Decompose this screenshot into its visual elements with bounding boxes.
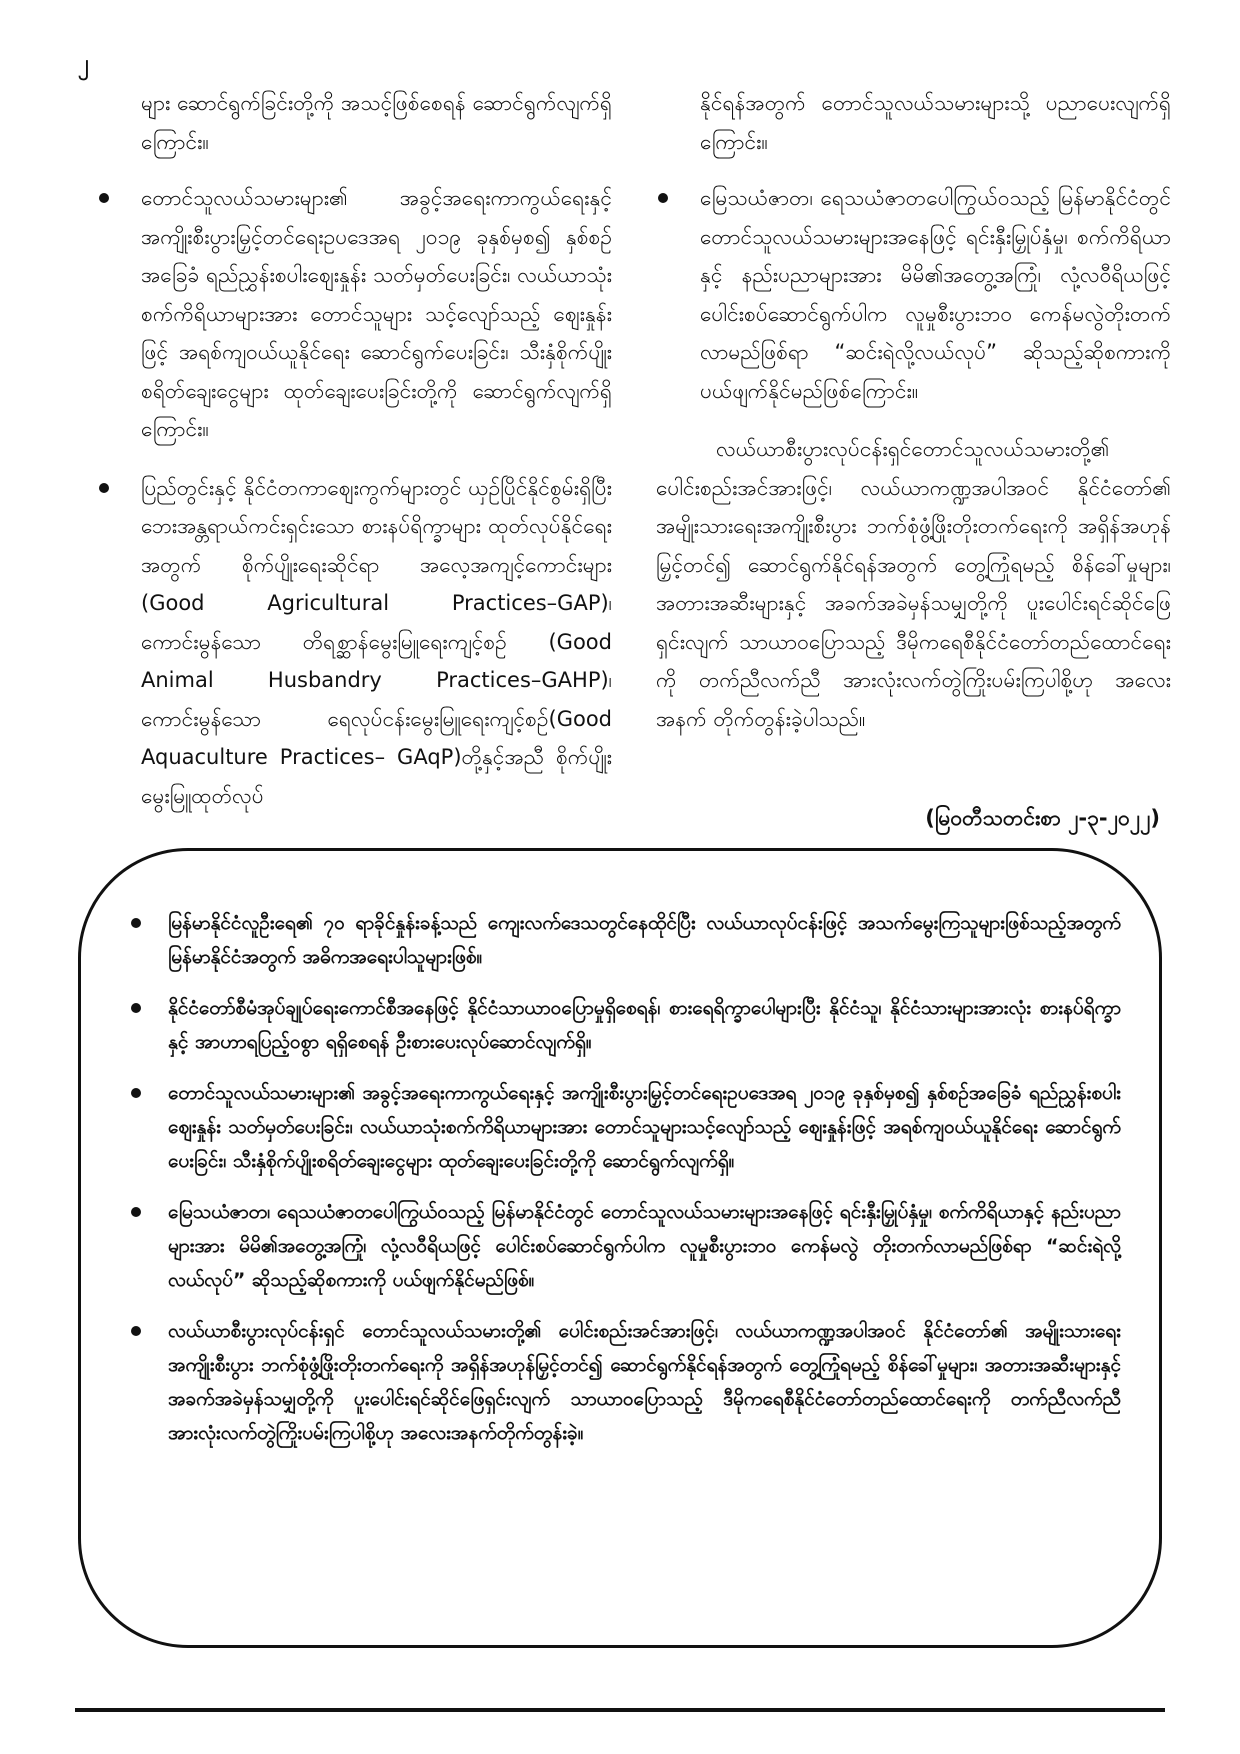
- bullet-text: တောင်သူလယ်သမားများ၏ အခွင့်အရေးကာကွယ်ရေးနှင့် အကျိုးစီးပွားမြှင့်တင်ရေးဥပဒေအရ ၂၀၁၉ ခုနှစ်မှစ၍ နှစ်စဉ်အခြေခံ ရည်ညွှန်းစပါးဈေးနှုန်း သတ်မှတ်ပေးခြင်း၊ လယ်ယာသုံးစက်ကိရိယာများအား တောင်သူများ သင့်လျော်သည့် ဈေးနှုန်းဖြင့် အရစ်ကျဝယ်ယူနိုင်ရေး ဆောင်ရွက်ပေးခြင်း၊ သီးနှံစိုက်ပျိုးစရိတ်ချေးငွေများ ထုတ်ချေးပေးခြင်းတို့ကို ဆောင်ရွက်လျက်ရှိကြောင်း။: [141, 186, 612, 441]
- right-column: [656, 84, 1171, 738]
- bullet-icon: [131, 1003, 141, 1013]
- bullet-item: [97, 179, 612, 449]
- bullet-icon: [99, 193, 109, 203]
- bullet-icon: [131, 918, 141, 928]
- bottom-divider: [75, 1708, 1165, 1712]
- bullet-text: မြေသယံဇာတ၊ ရေသယံဇာတပေါကြွယ်ဝသည့် မြန်မာနိုင်ငံတွင် တောင်သူလယ်သမားများအနေဖြင့် ရင်းနှီးမြှုပ်နှံမှု၊ စက်ကိရိယာနှင့် နည်းပညာများအား မိမိ၏အတွေ့အကြုံ၊ လုံ့လဝီရိယဖြင့် ပေါင်းစပ်ဆောင်ရွက်ပါက လူမှုစီးပွားဘဝ ကေန်မလွဲတိုးတက်လာမည်ဖြစ်ရာ “ဆင်းရဲလို့လယ်လုပ်” ဆိုသည့်ဆိုစကားကို ပယ်ဖျက်နိုင်မည်ဖြစ်ကြောင်း။: [700, 186, 1171, 403]
- bullet-icon: [131, 1326, 141, 1336]
- summary-text: မြေသယံဇာတ၊ ရေသယံဇာတပေါကြွယ်ဝသည့် မြန်မာနိုင်ငံတွင် တောင်သူလယ်သမားများအနေဖြင့် ရင်းနှီးမြှုပ်နှံမှု၊ စက်ကိရိယာနှင့် နည်းပညာများအား မိမိ၏အတွေ့အကြုံ၊ လုံ့လဝီရိယဖြင့် ပေါင်းစပ်ဆောင်ရွက်ပါက လူမှုစီးပွားဘဝ ကေန်မလွဲ တိုးတက်လာမည်ဖြစ်ရာ “ဆင်းရဲလို့လယ်လုပ်” ဆိုသည့်ဆိုစကားကို ပယ်ဖျက်နိုင်မည်ဖြစ်။: [168, 1201, 1121, 1291]
- left-column: [97, 84, 612, 835]
- bullet-text: ပြည်တွင်းနှင့် နိုင်ငံတကာဈေးကွက်များတွင် ယှဉ်ပြိုင်နိုင်စွမ်းရှိပြီး ဘေးအန္တရာယ်ကင်းရှင်းသော စားနပ်ရိက္ခာများ ထုတ်လုပ်နိုင်ရေးအတွက် စိုက်ပျိုးရေးဆိုင်ရာ အလေ့အကျင့်ကောင်းများ (Good Agricultural Practices–GAP)၊ ကောင်းမွန်သော တိရစ္ဆာန်မွေးမြူရေးကျင့်စဉ် (Good Animal Husbandry Practices–GAHP)၊ ကောင်းမွန်သော ရေလုပ်ငန်းမွေးမြူရေးကျင့်စဉ်(Good Aquaculture Practices– GAqP)တို့နှင့်အညီ စိုက်ပျိုးမွေးမြူထုတ်လုပ်: [141, 475, 612, 808]
- summary-item: [131, 991, 1121, 1059]
- bullet-icon: [99, 483, 109, 493]
- continuation-text: နိုင်ရန်အတွက် တောင်သူလယ်သမားများသို့ ပညာပေးလျက်ရှိကြောင်း။: [700, 91, 1171, 154]
- bullet-item: [656, 179, 1171, 410]
- summary-item: [131, 1314, 1121, 1450]
- bullet-icon: [658, 193, 668, 203]
- summary-item: [131, 1076, 1121, 1178]
- summary-text: တောင်သူလယ်သမားများ၏ အခွင့်အရေးကာကွယ်ရေးနှင့် အကျိုးစီးပွားမြှင့်တင်ရေးဥပဒေအရ ၂၀၁၉ ခုနှစ်မှစ၍ နှစ်စဉ်အခြေခံ ရည်ညွှန်းစပါးဈေးနှုန်း သတ်မှတ်ပေးခြင်း၊ လယ်ယာသုံးစက်ကိရိယာများအား တောင်သူများသင့်လျော်သည့် ဈေးနှုန်းဖြင့် အရစ်ကျဝယ်ယူနိုင်ရေး ဆောင်ရွက်ပေးခြင်း၊ သီးနှံစိုက်ပျိုးစရိတ်ချေးငွေများ ထုတ်ချေးပေးခြင်းတို့ကို ဆောင်ရွက်လျက်ရှိ။: [168, 1082, 1121, 1172]
- summary-text: နိုင်ငံတော်စီမံအုပ်ချုပ်ရေးကောင်စီအနေဖြင့် နိုင်ငံသာယာဝပြောမှုရှိစေရန်၊ စားရေရိက္ခာပေါများပြီး နိုင်ငံသူ၊ နိုင်ငံသားများအားလုံး စားနပ်ရိက္ခာနှင့် အာဟာရပြည့်ဝစွာ ရရှိစေရန် ဦးစားပေးလုပ်ဆောင်လျက်ရှိ။: [168, 997, 1121, 1053]
- closing-paragraph: လယ်ယာစီးပွားလုပ်ငန်းရှင်တောင်သူလယ်သမားတို့၏ ပေါင်းစည်းအင်အားဖြင့်၊ လယ်ယာကဏ္ဍအပါအဝင် နိုင်ငံတော်၏ အမျိုးသားရေးအကျိုးစီးပွား ဘက်စုံဖွံ့ဖြိုးတိုးတက်ရေးကို အရှိန်အဟုန်မြှင့်တင်၍ ဆောင်ရွက်နိုင်ရန်အတွက် တွေ့ကြုံရမည့် စိန်ခေါ်မှုများ၊ အတားအဆီးများနှင့် အခက်အခဲမှန်သမျှတို့ကို ပူးပေါင်းရင်ဆိုင်ဖြေရှင်းလျက် သာယာဝပြောသည့် ဒီမိုကရေစီနိုင်ငံတော်တည်ထောင်ရေးကို တက်ညီလက်ညီ အားလုံးလက်တွဲကြိုးပမ်းကြပါစို့ဟု အလေးအနက် တိုက်တွန်းခဲ့ပါသည်။: [656, 437, 1171, 731]
- page-number: ၂: [78, 51, 89, 76]
- summary-box: [78, 848, 1162, 1648]
- continuation-text: များ ဆောင်ရွက်ခြင်းတို့ကို အသင့်ဖြစ်စေရန် ဆောင်ရွက်လျက်ရှိကြောင်း။: [141, 91, 612, 154]
- summary-item: [131, 906, 1121, 974]
- bullet-icon: [131, 1088, 141, 1098]
- summary-text: မြန်မာနိုင်ငံလူဦးရေ၏ ၇၀ ရာခိုင်နှုန်းခန့်သည် ကျေးလက်ဒေသတွင်နေထိုင်ပြီး လယ်ယာလုပ်ငန်းဖြင့် အသက်မွေးကြသူများဖြစ်သည့်အတွက် မြန်မာနိုင်ငံအတွက် အဓိကအရေးပါသူများဖြစ်။: [168, 912, 1121, 968]
- summary-list: [131, 906, 1121, 1467]
- summary-text: လယ်ယာစီးပွားလုပ်ငန်းရှင် တောင်သူလယ်သမားတို့၏ ပေါင်းစည်းအင်အားဖြင့်၊ လယ်ယာကဏ္ဍအပါအဝင် နိုင်ငံတော်၏ အမျိုးသားရေးအကျိုးစီးပွား ဘက်စုံဖွံ့ဖြိုးတိုးတက်ရေးကို အရှိန်အဟုန်မြှင့်တင်၍ ဆောင်ရွက်နိုင်ရန်အတွက် တွေ့ကြုံရမည့် စိန်ခေါ်မှုများ၊ အတားအဆီးများနှင့် အခက်အခဲမှန်သမျှတို့ကို ပူးပေါင်းရင်ဆိုင်ဖြေရှင်းလျက် သာယာဝပြောသည့် ဒီမိုကရေစီနိုင်ငံတော်တည်ထောင်ရေးကို တက်ညီလက်ညီ အားလုံးလက်တွဲကြိုးပမ်းကြပါစို့ဟု အလေးအနက်တိုက်တွန်းခဲ့။: [168, 1320, 1121, 1444]
- summary-item: [131, 1195, 1121, 1297]
- bullet-icon: [131, 1207, 141, 1217]
- bullet-item: [97, 469, 612, 816]
- source-citation: (မြဝတီသတင်းစာ ၂-၃-၂၀၂၂): [925, 806, 1160, 830]
